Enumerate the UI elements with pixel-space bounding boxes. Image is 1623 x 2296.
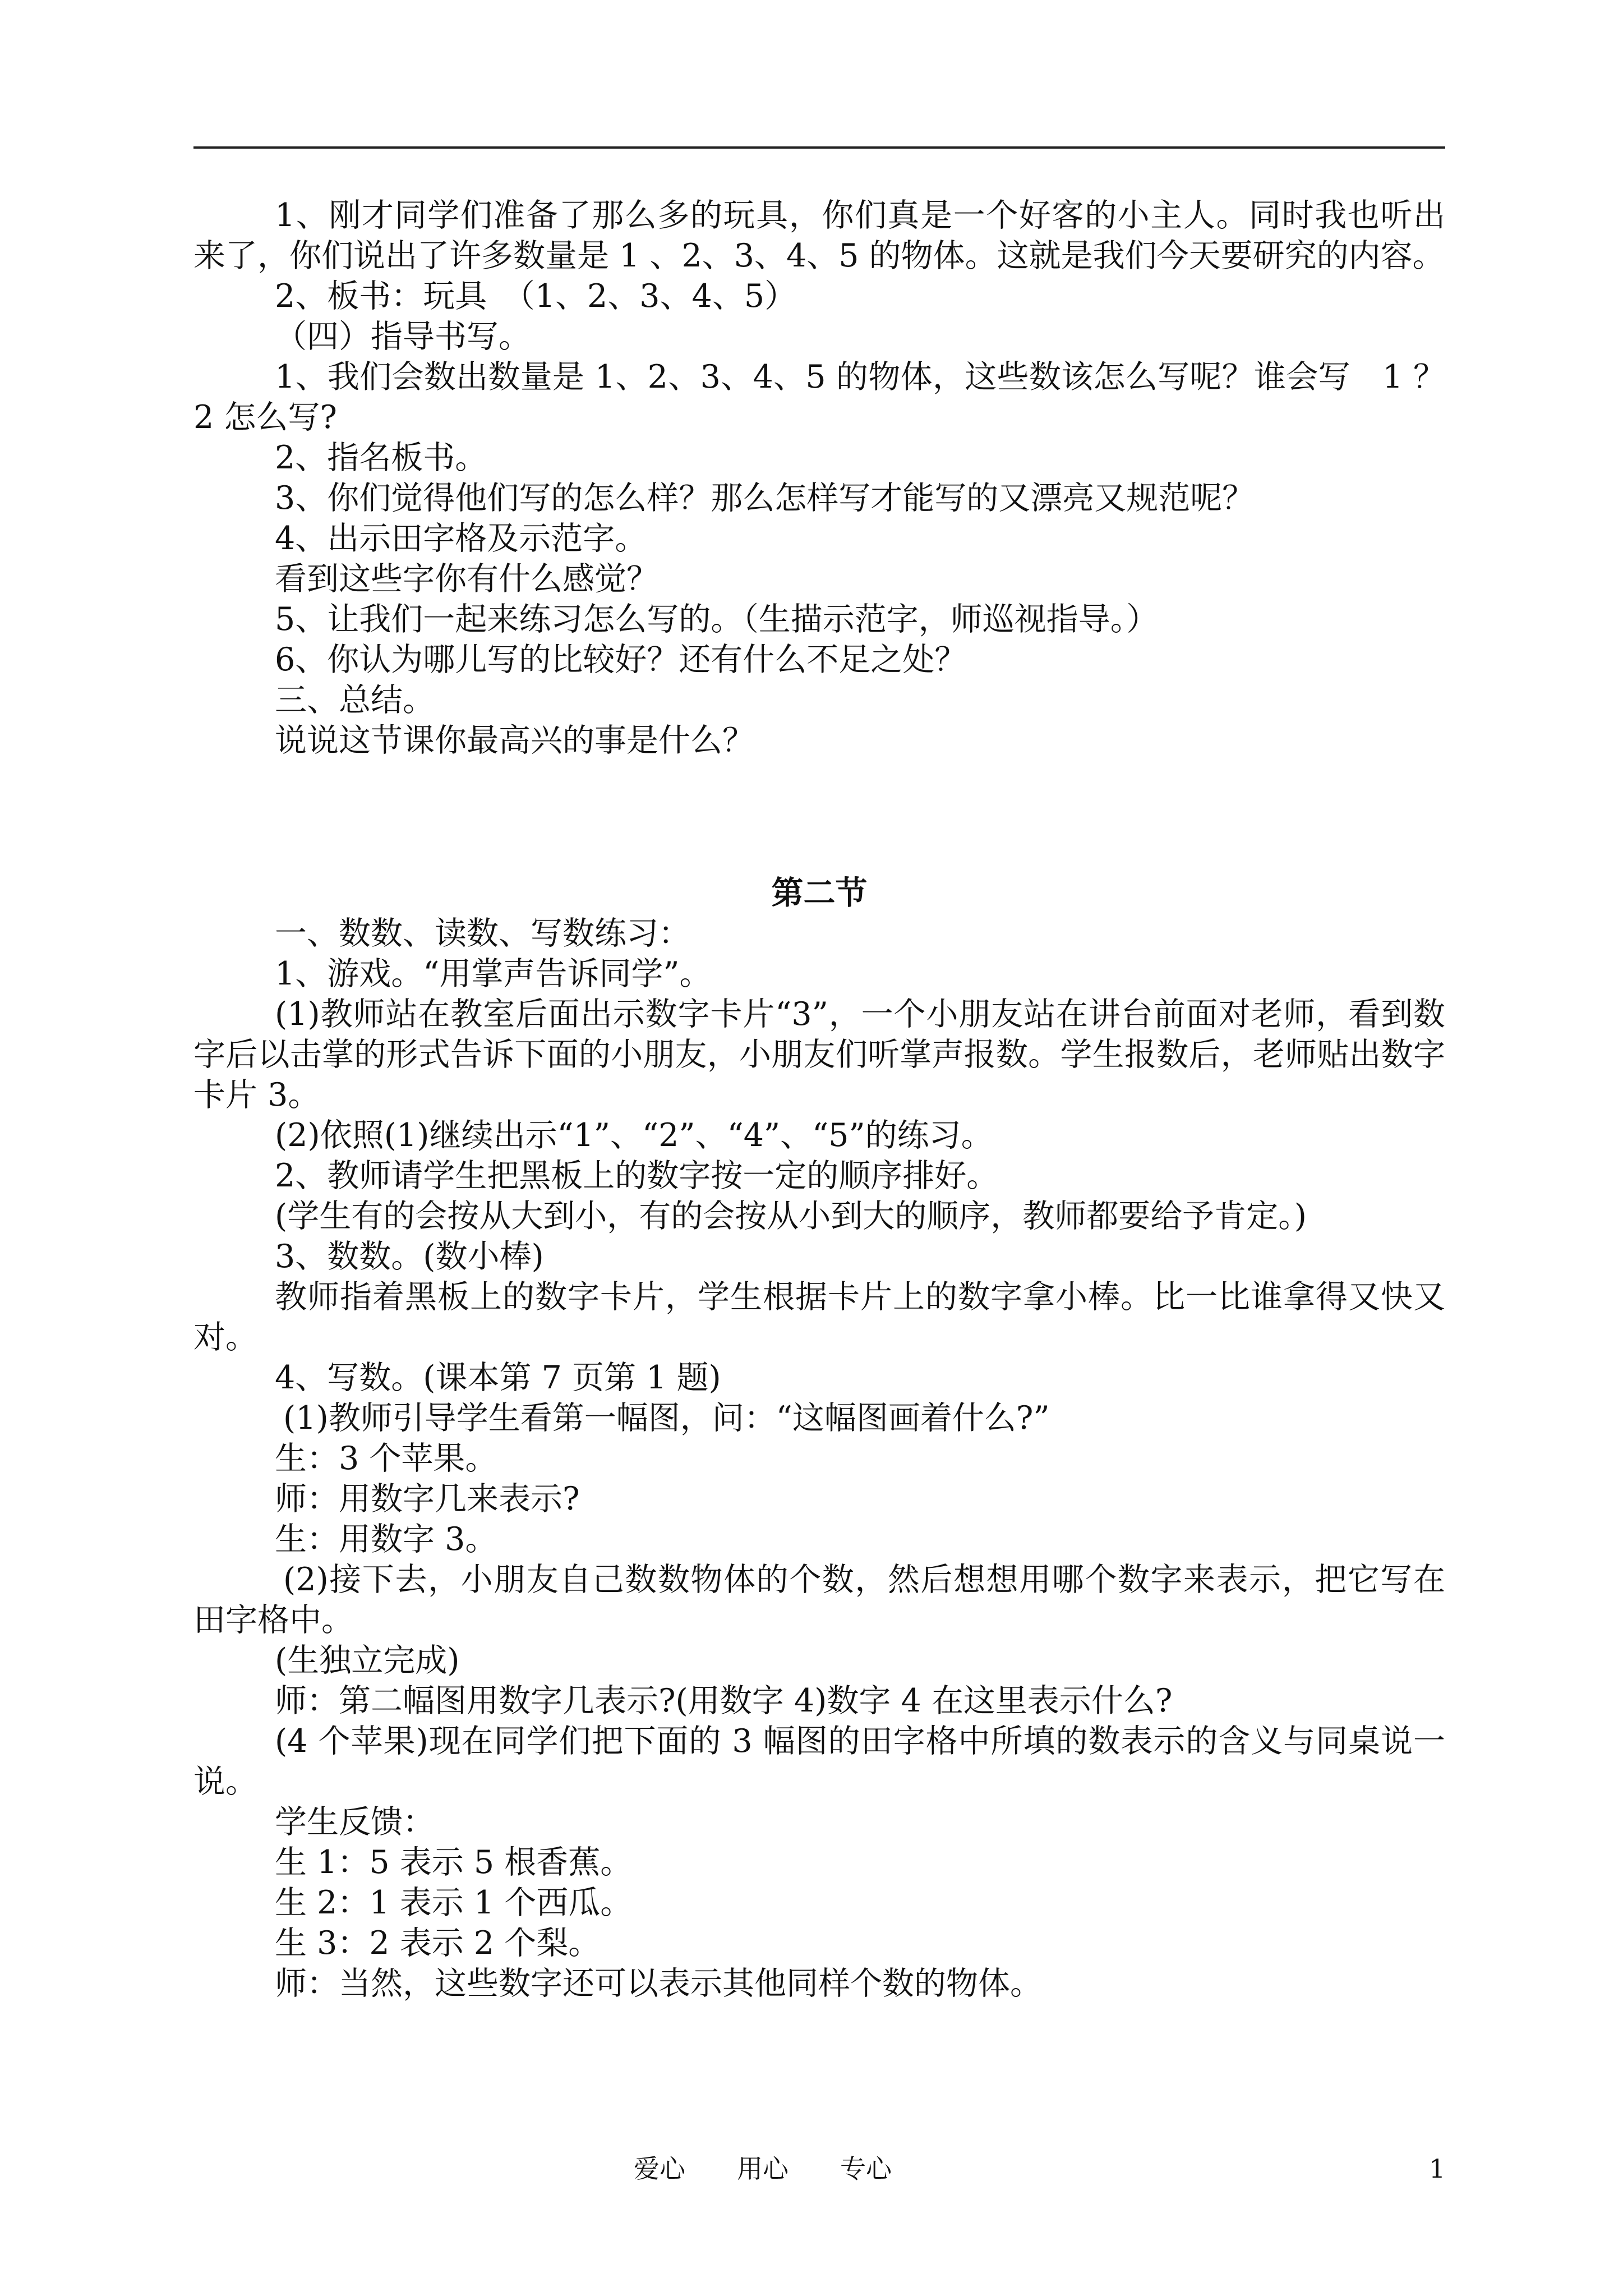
document-body: [193, 195, 1456, 2004]
paragraph: (2)接下去，小朋友自己数数物体的个数，然后想想用哪个数字来表示，把它写在田字格中。: [193, 1561, 1445, 1639]
paragraph: 4、出示田字格及示范字。: [275, 520, 647, 557]
paragraph: 师：当然，这些数字还可以表示其他同样个数的物体。: [275, 1965, 1042, 2002]
paragraph: 学生反馈：: [275, 1803, 435, 1841]
page-number: 1: [1429, 2154, 1446, 2184]
paragraph: 4、写数。(课本第 7 页第 1 题): [275, 1359, 721, 1396]
paragraph: 3、数数。(数小棒): [275, 1238, 544, 1275]
section-title: 第二节: [771, 874, 868, 912]
paragraph: （四）指导书写。: [275, 318, 531, 355]
paragraph: (4 个苹果)现在同学们把下面的 3 幅图的田字格中所填的数表示的含义与同桌说一说。: [193, 1723, 1445, 1800]
paragraph: (1)教师站在教室后面出示数字卡片“3”，一个小朋友站在讲台前面对老师，看到数字后以击掌的形式告诉下面的小朋友，小朋友们听掌声报数。学生报数后，老师贴出数字卡片 3。: [193, 996, 1445, 1114]
paragraph: 生 3：2 表示 2 个梨。: [275, 1925, 601, 1962]
section-gap: [193, 761, 1445, 873]
paragraph: 生：用数字 3。: [275, 1521, 497, 1558]
paragraph: 2、板书：玩具 （1、2、3、4、5）: [275, 278, 797, 315]
paragraph: 1、游戏。“用掌声告诉同学”。: [275, 955, 712, 992]
paragraph: 1、刚才同学们准备了那么多的玩具，你们真是一个好客的小主人。同时我也听出来了，你们说出了许多数量是 1 、2、3、4、5 的物体。这就是我们今天要研究的内容。: [193, 197, 1445, 274]
paragraph: (学生有的会按从大到小，有的会按从小到大的顺序，教师都要给予肯定。): [275, 1198, 1307, 1235]
paragraph: 看到这些字你有什么感觉？: [275, 560, 658, 597]
paragraph: 生 2：1 表示 1 个西瓜。: [275, 1884, 633, 1921]
paragraph: 3、你们觉得他们写的怎么样？那么怎样写才能写的又漂亮又规范呢？: [275, 480, 1255, 517]
paragraph: 教师指着黑板上的数字卡片，学生根据卡片上的数字拿小棒。比一比谁拿得又快又对。: [193, 1278, 1445, 1356]
paragraph: 说说这节课你最高兴的事是什么？: [275, 722, 754, 759]
paragraph: 师：第二幅图用数字几表示?(用数字 4)数字 4 在这里表示什么?: [275, 1682, 1173, 1719]
footer-motto: 爱心 用心 专心: [634, 2154, 892, 2184]
paragraph: (生独立完成): [275, 1642, 460, 1679]
paragraph: 5、让我们一起来练习怎么写的。（生描示范字，师巡视指导。）: [275, 601, 1159, 638]
paragraph: 生 1：5 表示 5 根香蕉。: [275, 1844, 633, 1881]
paragraph: 三、总结。: [275, 682, 435, 719]
paragraph: 2、教师请学生把黑板上的数字按一定的顺序排好。: [275, 1157, 999, 1194]
paragraph: (1)教师引导学生看第一幅图，问：“这幅图画着什么?”: [283, 1400, 1050, 1437]
paragraph: 1、我们会数出数量是 1、2、3、4、5 的物体，这些数该怎么写呢？谁会写 1 ？ 2 怎么写?: [193, 358, 1456, 436]
paragraph: 生：3 个苹果。: [275, 1440, 497, 1477]
paragraph: 2、指名板书。: [275, 439, 487, 476]
header-rule: [193, 146, 1445, 149]
paragraph: 一、数数、读数、写数练习：: [275, 915, 690, 952]
paragraph: (2)依照(1)继续出示“1”、“2”、“4”、“5”的练习。: [275, 1117, 993, 1154]
paragraph: 师：用数字几来表示?: [275, 1480, 580, 1517]
paragraph: 6、你认为哪儿写的比较好？还有什么不足之处？: [275, 641, 967, 678]
